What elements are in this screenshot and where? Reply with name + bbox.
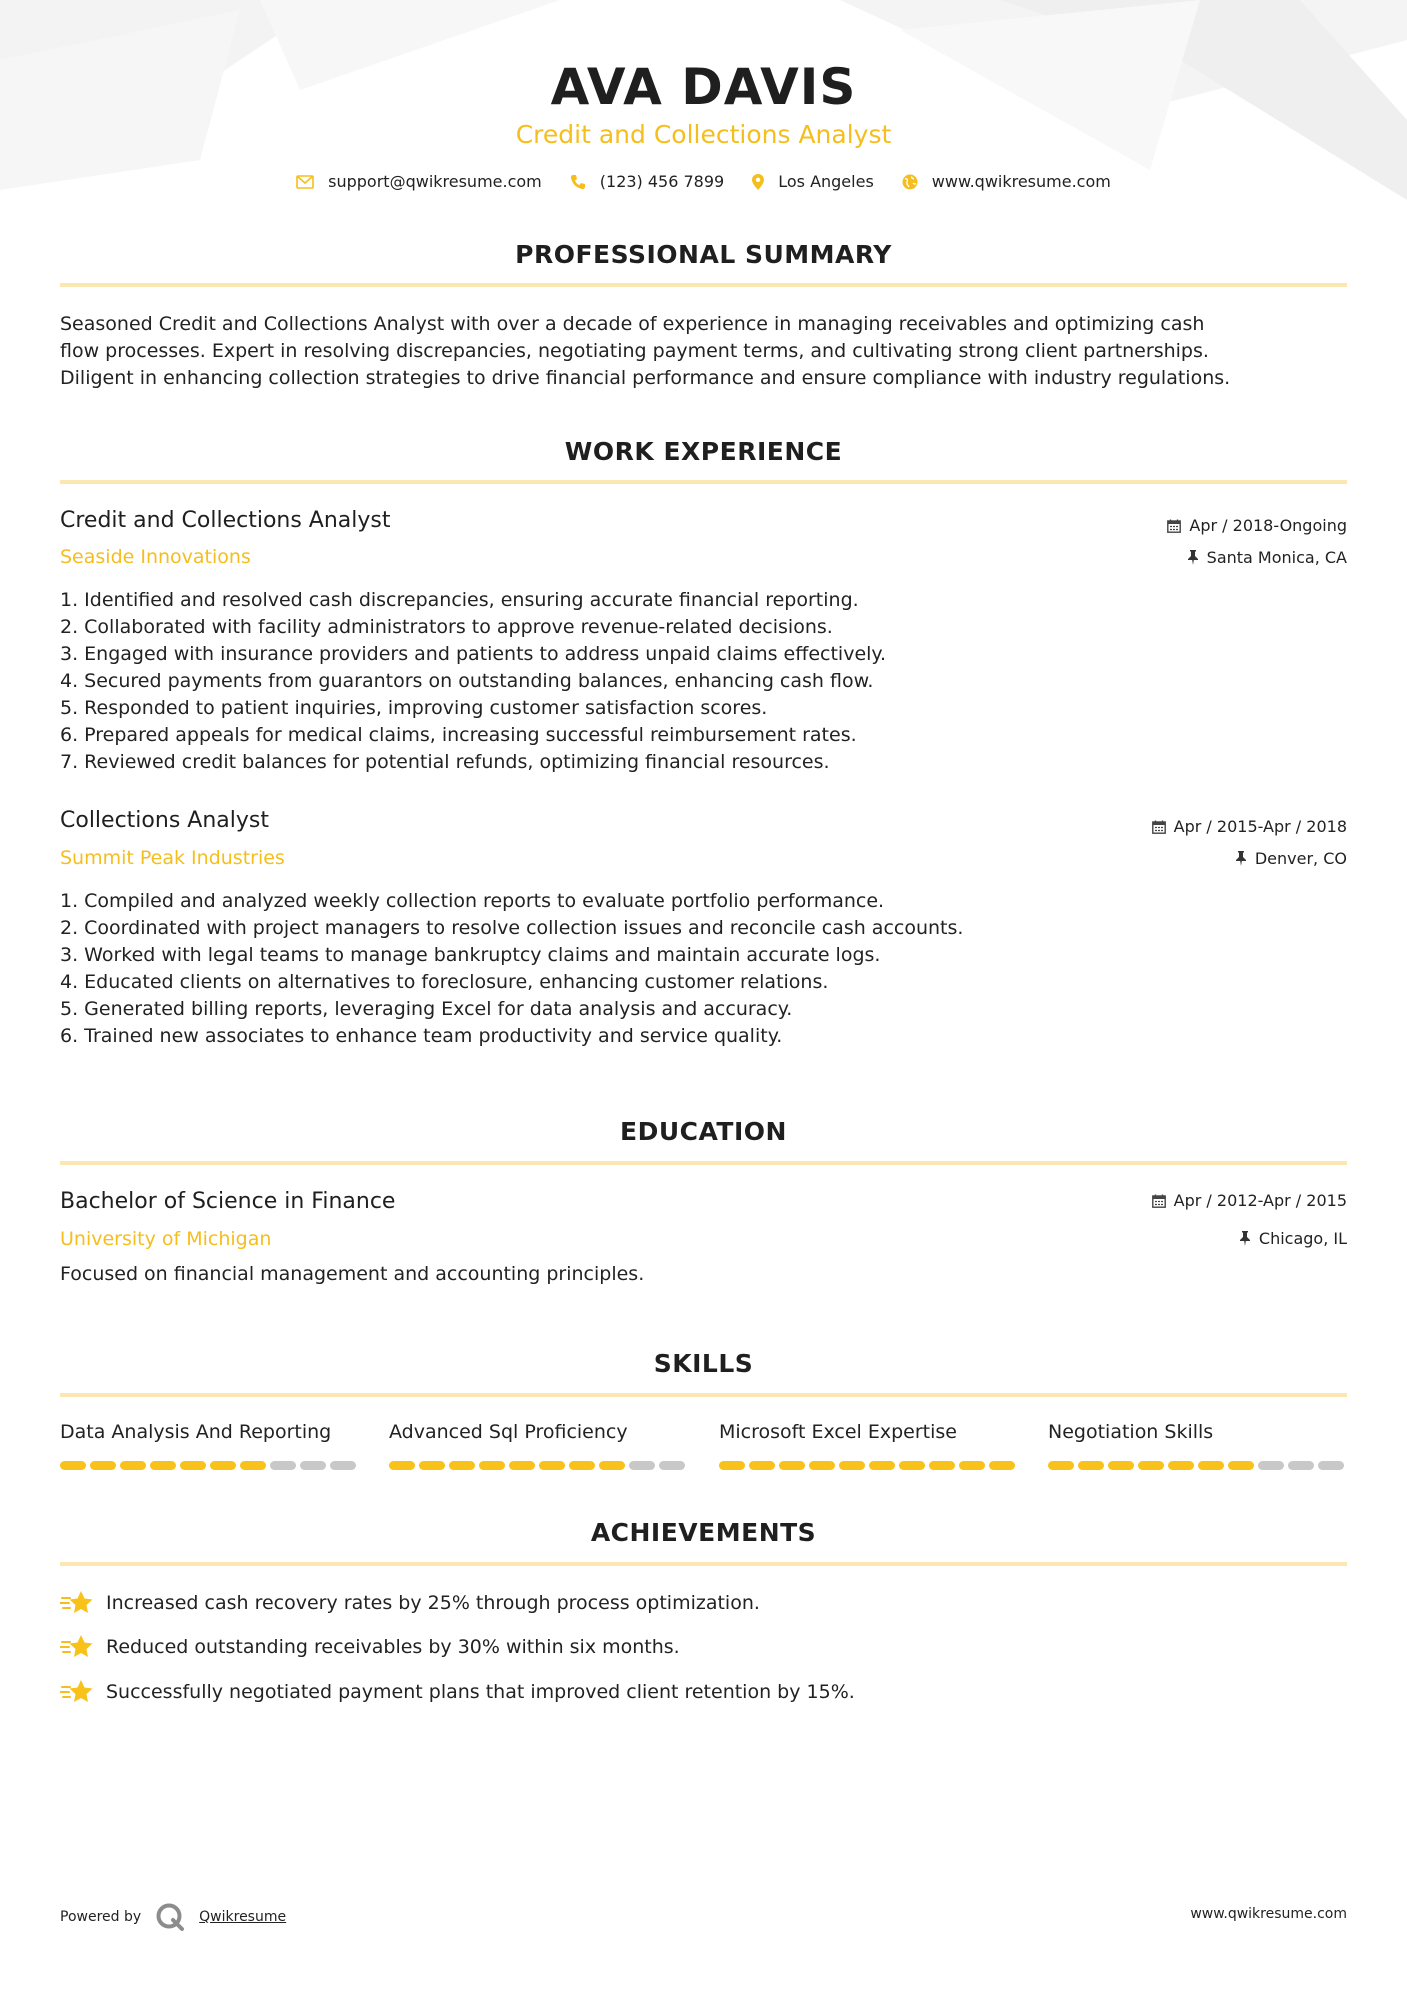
skill-level-segment [419,1461,445,1470]
skill-item [719,1421,1019,1470]
job-company: Summit Peak Industries [60,847,285,869]
phone-icon [570,174,586,190]
job-dates-text: Apr / 2018-Ongoing [1189,516,1347,535]
skill-level-segment [1318,1461,1344,1470]
skill-level-segment [300,1461,326,1470]
contact-location [752,172,874,191]
job-location-text: Denver, CO [1254,849,1347,868]
achievement-item [60,1679,855,1705]
shooting-star-icon [60,1590,94,1616]
list-item: 4. Secured payments from guarantors on outstanding balances, enhancing cash flow. [60,670,874,692]
calendar-icon [1167,519,1181,533]
skill-level-segment [779,1461,805,1470]
list-item: 6. Prepared appeals for medical claims, increasing successful reimbursement rates. [60,724,857,746]
website-text: www.qwikresume.com [931,172,1111,191]
achievement-text: Successfully negotiated payment plans that improved client retention by 15%. [106,1681,855,1703]
qwikresume-logo-icon [155,1902,185,1932]
pushpin-icon [1235,851,1247,866]
list-item: 2. Coordinated with project managers to resolve collection issues and reconcile cash accounts. [60,917,964,939]
achievement-text: Increased cash recovery rates by 25% through process optimization. [106,1592,760,1614]
email-text: support@qwikresume.com [328,172,542,191]
job-dates-text: Apr / 2015-Apr / 2018 [1173,817,1347,836]
skill-level-segment [1168,1461,1194,1470]
qwikresume-link[interactable]: Qwikresume [199,1909,287,1925]
location-text: Los Angeles [778,172,874,191]
list-item: 4. Educated clients on alternatives to foreclosure, enhancing customer relations. [60,971,829,993]
skill-level-segment [1108,1461,1134,1470]
skill-level-segment [1078,1461,1104,1470]
skill-level-segment [539,1461,565,1470]
job-bullets [60,888,1347,1050]
footer-powered-by [60,1902,286,1932]
skill-level-segment [929,1461,955,1470]
skill-level-segment [479,1461,505,1470]
skill-level-segment [899,1461,925,1470]
job-dates [1167,516,1347,535]
skill-level-segment [719,1461,745,1470]
list-item: 5. Responded to patient inquiries, improving customer satisfaction scores. [60,697,768,719]
map-pin-icon [752,174,764,190]
job-company: Seaside Innovations [60,546,251,568]
candidate-role: Credit and Collections Analyst [515,120,892,149]
phone-text: (123) 456 7899 [599,172,725,191]
skill-level-bar [719,1461,1019,1470]
contact-email[interactable] [296,172,542,191]
skill-level-segment [1138,1461,1164,1470]
education-location-text: Chicago, IL [1258,1229,1347,1248]
skill-level-segment [1048,1461,1074,1470]
skill-level-segment [150,1461,176,1470]
skill-level-bar [60,1461,360,1470]
skill-name: Microsoft Excel Expertise [719,1421,958,1443]
skill-level-segment [599,1461,625,1470]
job-location-text: Santa Monica, CA [1206,548,1347,567]
section-title-summary: PROFESSIONAL SUMMARY [515,240,892,269]
section-divider [60,1562,1347,1566]
list-item: 6. Trained new associates to enhance team productivity and service quality. [60,1025,783,1047]
contact-bar [60,172,1347,191]
shooting-star-icon [60,1679,94,1705]
skill-level-segment [60,1461,86,1470]
skill-item [60,1421,360,1470]
education-degree: Bachelor of Science in Finance [60,1189,396,1214]
skill-level-segment [210,1461,236,1470]
list-item: 3. Engaged with insurance providers and patients to address unpaid claims effectively. [60,643,886,665]
skill-level-segment [629,1461,655,1470]
education-location [1239,1229,1347,1248]
section-title-skills: SKILLS [653,1349,754,1378]
email-icon [296,175,314,189]
list-item: 1. Compiled and analyzed weekly collection reports to evaluate portfolio performance. [60,890,885,912]
list-item: 5. Generated billing reports, leveraging Excel for data analysis and accuracy. [60,998,793,1020]
section-divider [60,283,1347,287]
summary-line: Diligent in enhancing collection strategies to drive financial performance and ensure compliance with industry regulations. [60,367,1231,389]
skill-level-segment [959,1461,985,1470]
shooting-star-icon [60,1634,94,1660]
skill-level-segment [1228,1461,1254,1470]
skill-name: Negotiation Skills [1048,1421,1214,1443]
skill-name: Data Analysis And Reporting [60,1421,332,1443]
pushpin-icon [1187,550,1199,565]
skill-level-segment [270,1461,296,1470]
skill-level-segment [749,1461,775,1470]
skill-level-segment [839,1461,865,1470]
skill-level-bar [1048,1461,1348,1470]
section-title-education: EDUCATION [620,1117,787,1146]
list-item: 7. Reviewed credit balances for potential refunds, optimizing financial resources. [60,751,830,773]
skill-level-bar [389,1461,689,1470]
list-item: 1. Identified and resolved cash discrepancies, ensuring accurate financial reporting. [60,589,859,611]
contact-website[interactable] [902,172,1111,191]
education-dates [1152,1191,1347,1210]
skill-level-segment [809,1461,835,1470]
skill-level-segment [120,1461,146,1470]
section-title-experience: WORK EXPERIENCE [564,437,843,466]
section-divider [60,1393,1347,1397]
candidate-name: AVA DAVIS [550,58,857,116]
pushpin-icon [1239,1231,1251,1246]
section-title-achievements: ACHIEVEMENTS [590,1518,817,1547]
skill-level-segment [1258,1461,1284,1470]
education-description: Focused on financial management and accounting principles. [60,1263,645,1285]
job-title: Credit and Collections Analyst [60,508,391,533]
summary-line: Seasoned Credit and Collections Analyst with over a decade of experience in managing receivables and optimizing cash [60,313,1205,335]
skill-level-segment [869,1461,895,1470]
education-school: University of Michigan [60,1228,272,1250]
calendar-icon [1152,1194,1166,1208]
list-item: 3. Worked with legal teams to manage bankruptcy claims and maintain accurate logs. [60,944,881,966]
job-bullets [60,587,1347,776]
skill-level-segment [569,1461,595,1470]
calendar-icon [1152,820,1166,834]
skill-level-segment [180,1461,206,1470]
skill-level-segment [989,1461,1015,1470]
job-location [1235,849,1347,868]
footer-website[interactable]: www.qwikresume.com [1190,1906,1347,1922]
skill-level-segment [509,1461,535,1470]
achievement-item [60,1590,760,1616]
summary-text [60,311,1347,392]
achievement-text: Reduced outstanding receivables by 30% within six months. [106,1636,680,1658]
summary-line: flow processes. Expert in resolving discrepancies, negotiating payment terms, and cultivating strong client partnerships. [60,340,1209,362]
skill-name: Advanced Sql Proficiency [389,1421,628,1443]
list-item: 2. Collaborated with facility administrators to approve revenue-related decisions. [60,616,833,638]
skill-level-segment [1198,1461,1224,1470]
section-divider [60,1161,1347,1165]
education-dates-text: Apr / 2012-Apr / 2015 [1173,1191,1347,1210]
job-location [1187,548,1347,567]
globe-icon [902,174,918,190]
skill-level-segment [1288,1461,1314,1470]
skill-level-segment [449,1461,475,1470]
section-divider [60,480,1347,484]
skill-level-segment [389,1461,415,1470]
achievement-item [60,1634,680,1660]
job-dates [1152,817,1347,836]
powered-by-label: Powered by [60,1909,142,1925]
skill-level-segment [330,1461,356,1470]
contact-phone[interactable] [570,172,724,191]
skill-level-segment [659,1461,685,1470]
skill-level-segment [90,1461,116,1470]
skill-level-segment [240,1461,266,1470]
skill-item [1048,1421,1348,1470]
job-title: Collections Analyst [60,808,269,833]
skill-item [389,1421,689,1470]
